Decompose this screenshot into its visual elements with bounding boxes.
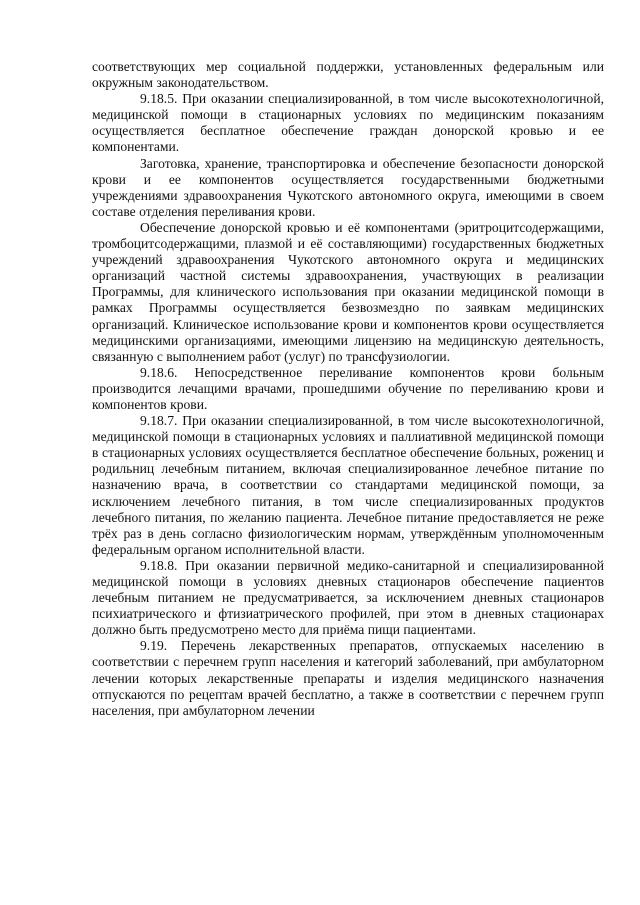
paragraph-9-18-8: 9.18.8. При оказании первичной медико-санитарной и специализированной медицинской помощи в условиях дневных стационаров обеспечение пациентов лечебным питанием не предусматривается, за исключением дневных стационаров психиатрического и фтизиатрического профилей, при этом в дневных стационарах должно быть предусмотрено место для приёма пищи пациентами. xyxy=(92,557,604,638)
paragraph-9-18-6: 9.18.6. Непосредственное переливание компонентов крови больным производится лечащими врачами, прошедшими обучение по переливанию крови и компонентов крови. xyxy=(92,364,604,412)
document-page xyxy=(92,59,604,719)
paragraph-9-18-5: 9.18.5. При оказании специализированной, в том числе высокотехнологичной, медицинской помощи в стационарных условиях по медицинским показаниям осуществляется бесплатное обеспечение граждан донорской кровью и ее компонентами. xyxy=(92,91,604,155)
paragraph-9-18-7: 9.18.7. При оказании специализированной, в том числе высокотехнологичной, медицинской помощи в стационарных условиях и паллиативной медицинской помощи в стационарных условиях осуществляется бесплатное обеспечение больных, рожениц и родильниц лечебным питанием, включая специализированное лечебное питание по назначению врача, в соответствии со стандартами медицинской помощи, за исключением лечебного питания, в том числе специализированных продуктов лечебного питания, по желанию пациента. Лечебное питание предоставляется не реже трёх раз в день согласно физиологическим нормам, утверждённым уполномоченным федеральным органом исполнительной власти. xyxy=(92,413,604,557)
paragraph-blood-procurement: Заготовка, хранение, транспортировка и обеспечение безопасности донорской крови и ее компонентов осуществляется государственными бюджетными учреждениями здравоохранения Чукотского автономного округа, имеющими в своем составе отделения переливания крови. xyxy=(92,155,604,219)
paragraph-blood-supply: Обеспечение донорской кровью и её компонентами (эритроцитсодержащими, тромбоцитсодержащими, плазмой и её составляющими) государственных бюджетных учреждений здравоохранения Чукотского автономного округа и медицинских организаций частной системы здравоохранения, участвующих в реализации Программы, для клинического использования при оказании медицинской помощи в рамках Программы осуществляется безвозмездно по заявкам медицинских организаций. Клиническое использование крови и компонентов крови осуществляется медицинскими организациями, имеющими лицензию на медицинскую деятельность, связанную с выполнением работ (услуг) по трансфузиологии. xyxy=(92,219,604,364)
paragraph-continuation: соответствующих мер социальной поддержки, установленных федеральным или окружным законодательством. xyxy=(92,59,604,91)
paragraph-9-19: 9.19. Перечень лекарственных препаратов, отпускаемых населению в соответствии с перечнем групп населения и категорий заболеваний, при амбулаторном лечении которых лекарственные препараты и изделия медицинского назначения отпускаются по рецептам врачей бесплатно, а также в соответствии с перечнем групп населения, при амбулаторном лечении xyxy=(92,638,604,718)
